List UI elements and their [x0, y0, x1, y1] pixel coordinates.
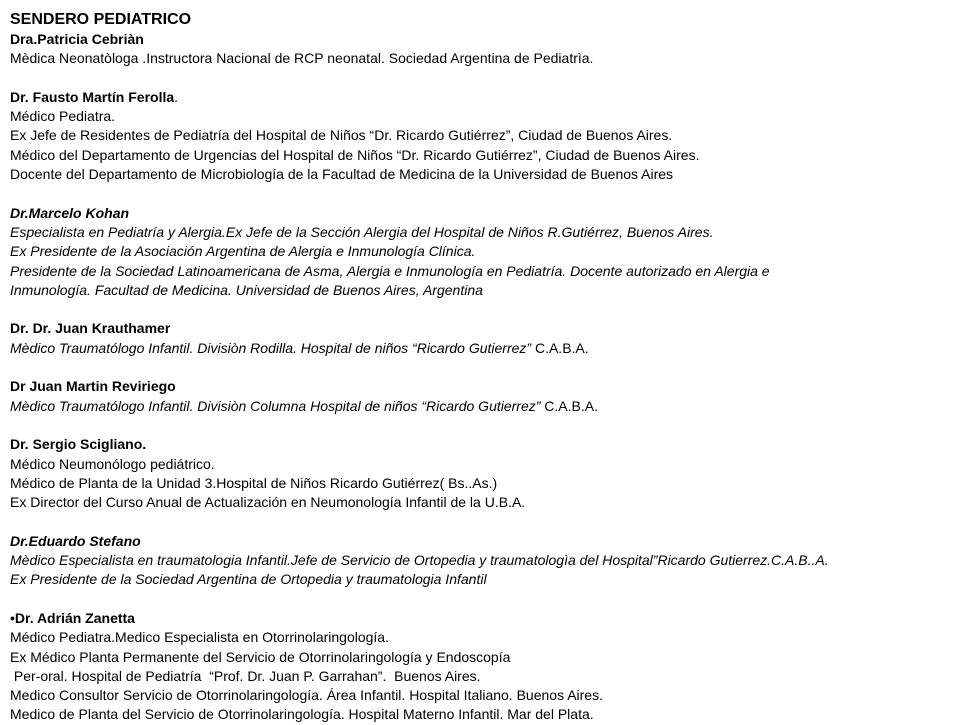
page-title: SENDERO PEDIATRICO — [10, 11, 192, 28]
person-line: Mèdico Especialista en traumatologia Infantil.Jefe de Servicio de Ortopedia y traumatologìa del Hospital”Ricardo Gutierrez.C.A.B..A. — [10, 552, 829, 569]
person-line: Ex Presidente de la Sociedad Argentina de Ortopedia y traumatologia Infantil — [10, 571, 487, 588]
person-line: Ex Jefe de Residentes de Pediatría del Hospital de Niños “Dr. Ricardo Gutiérrez”, Ciudad de Buenos Aires. — [10, 127, 673, 144]
person-name-scigliano: Dr. Sergio Scigliano. — [10, 436, 147, 453]
person-line-krauthamer — [10, 339, 955, 358]
person-line: Médico Pediatra. — [10, 108, 116, 125]
person-line: Ex Médico Planta Permanente del Servicio de Otorrinolaringología y Endoscopía — [10, 648, 511, 665]
person-line-italic: Mèdico Traumatólogo Infantil. Divisiòn Columna Hospital de niños “Ricardo Gutierrez” — [10, 397, 541, 414]
person-line: Medico de Planta del Servicio de Otorrinolaringología. Hospital Materno Infantil. Mar del Plata. — [10, 706, 594, 723]
person-line: Médico Pediatra.Medico Especialista en Otorrinolaringología. — [10, 629, 389, 646]
person-name-cebrian: Dra.Patricia Cebriàn — [10, 31, 144, 47]
person-name-reviriego: Dr Juan Martin Reviriego — [10, 378, 176, 395]
person-line: Inmunología. Facultad de Medicina. Universidad de Buenos Aires, Argentina — [10, 281, 483, 298]
person-line: Médico Neumonólogo pediátrico. — [10, 455, 215, 472]
person-line: Per-oral. Hospital de Pediatría “Prof. Dr. Juan P. Garrahan”. Buenos Aires. — [10, 667, 481, 684]
person-name-krauthamer: Dr. Dr. Juan Krauthamer — [10, 320, 171, 337]
person-line: Ex Director del Curso Anual de Actualización en Neumonología Infantil de la U.B.A. — [10, 494, 526, 511]
person-line: Medico Consultor Servicio de Otorrinolaringología. Área Infantil. Hospital Italiano. Buenos Aires. — [10, 687, 603, 704]
person-name-ferolla-row: Dr. Fausto Martín Ferolla. — [10, 88, 179, 105]
person-name-ferolla: Dr. Fausto Martín Ferolla — [10, 88, 175, 105]
person-name-kohan: Dr.Marcelo Kohan — [10, 204, 130, 221]
person-line: Médico de Planta de la Unidad 3.Hospital de Niños Ricardo Gutiérrez( Bs..As.) — [10, 474, 498, 491]
document-page — [10, 9, 955, 725]
person-line: Ex Presidente de la Asociación Argentina de Alergia e Inmunología Clínica. — [10, 243, 476, 260]
person-line: Especialista en Pediatría y Alergia.Ex Jefe de la Sección Alergia del Hospital de Niños R.Gutiérrez, Buenos Aires. — [10, 223, 714, 240]
person-line: Médico del Departamento de Urgencias del Hospital de Niños “Dr. Ricardo Gutiérrez”, Ciudad de Buenos Aires. — [10, 146, 700, 163]
person-line-plain: C.A.B.A. — [540, 397, 598, 414]
person-line: Presidente de la Sociedad Latinoamericana de Asma, Alergia e Inmunología en Pediatría. Docente autorizado en Alergia e — [10, 262, 770, 279]
person-line: Mèdica Neonatòloga .Instructora Nacional de RCP neonatal. Sociedad Argentina de Pediatrìa. — [10, 50, 594, 67]
person-line-plain: C.A.B.A. — [531, 339, 589, 356]
person-name-zanetta: •Dr. Adrián Zanetta — [10, 609, 135, 626]
person-line-reviriego — [10, 397, 955, 416]
person-name-stefano: Dr.Eduardo Stefano — [10, 532, 141, 549]
person-line-italic: Mèdico Traumatólogo Infantil. Divisiòn Rodilla. Hospital de niños “Ricardo Gutierrez” — [10, 339, 532, 356]
person-line: Docente del Departamento de Microbiología de la Facultad de Medicina de la Universidad de Buenos Aires — [10, 166, 674, 183]
